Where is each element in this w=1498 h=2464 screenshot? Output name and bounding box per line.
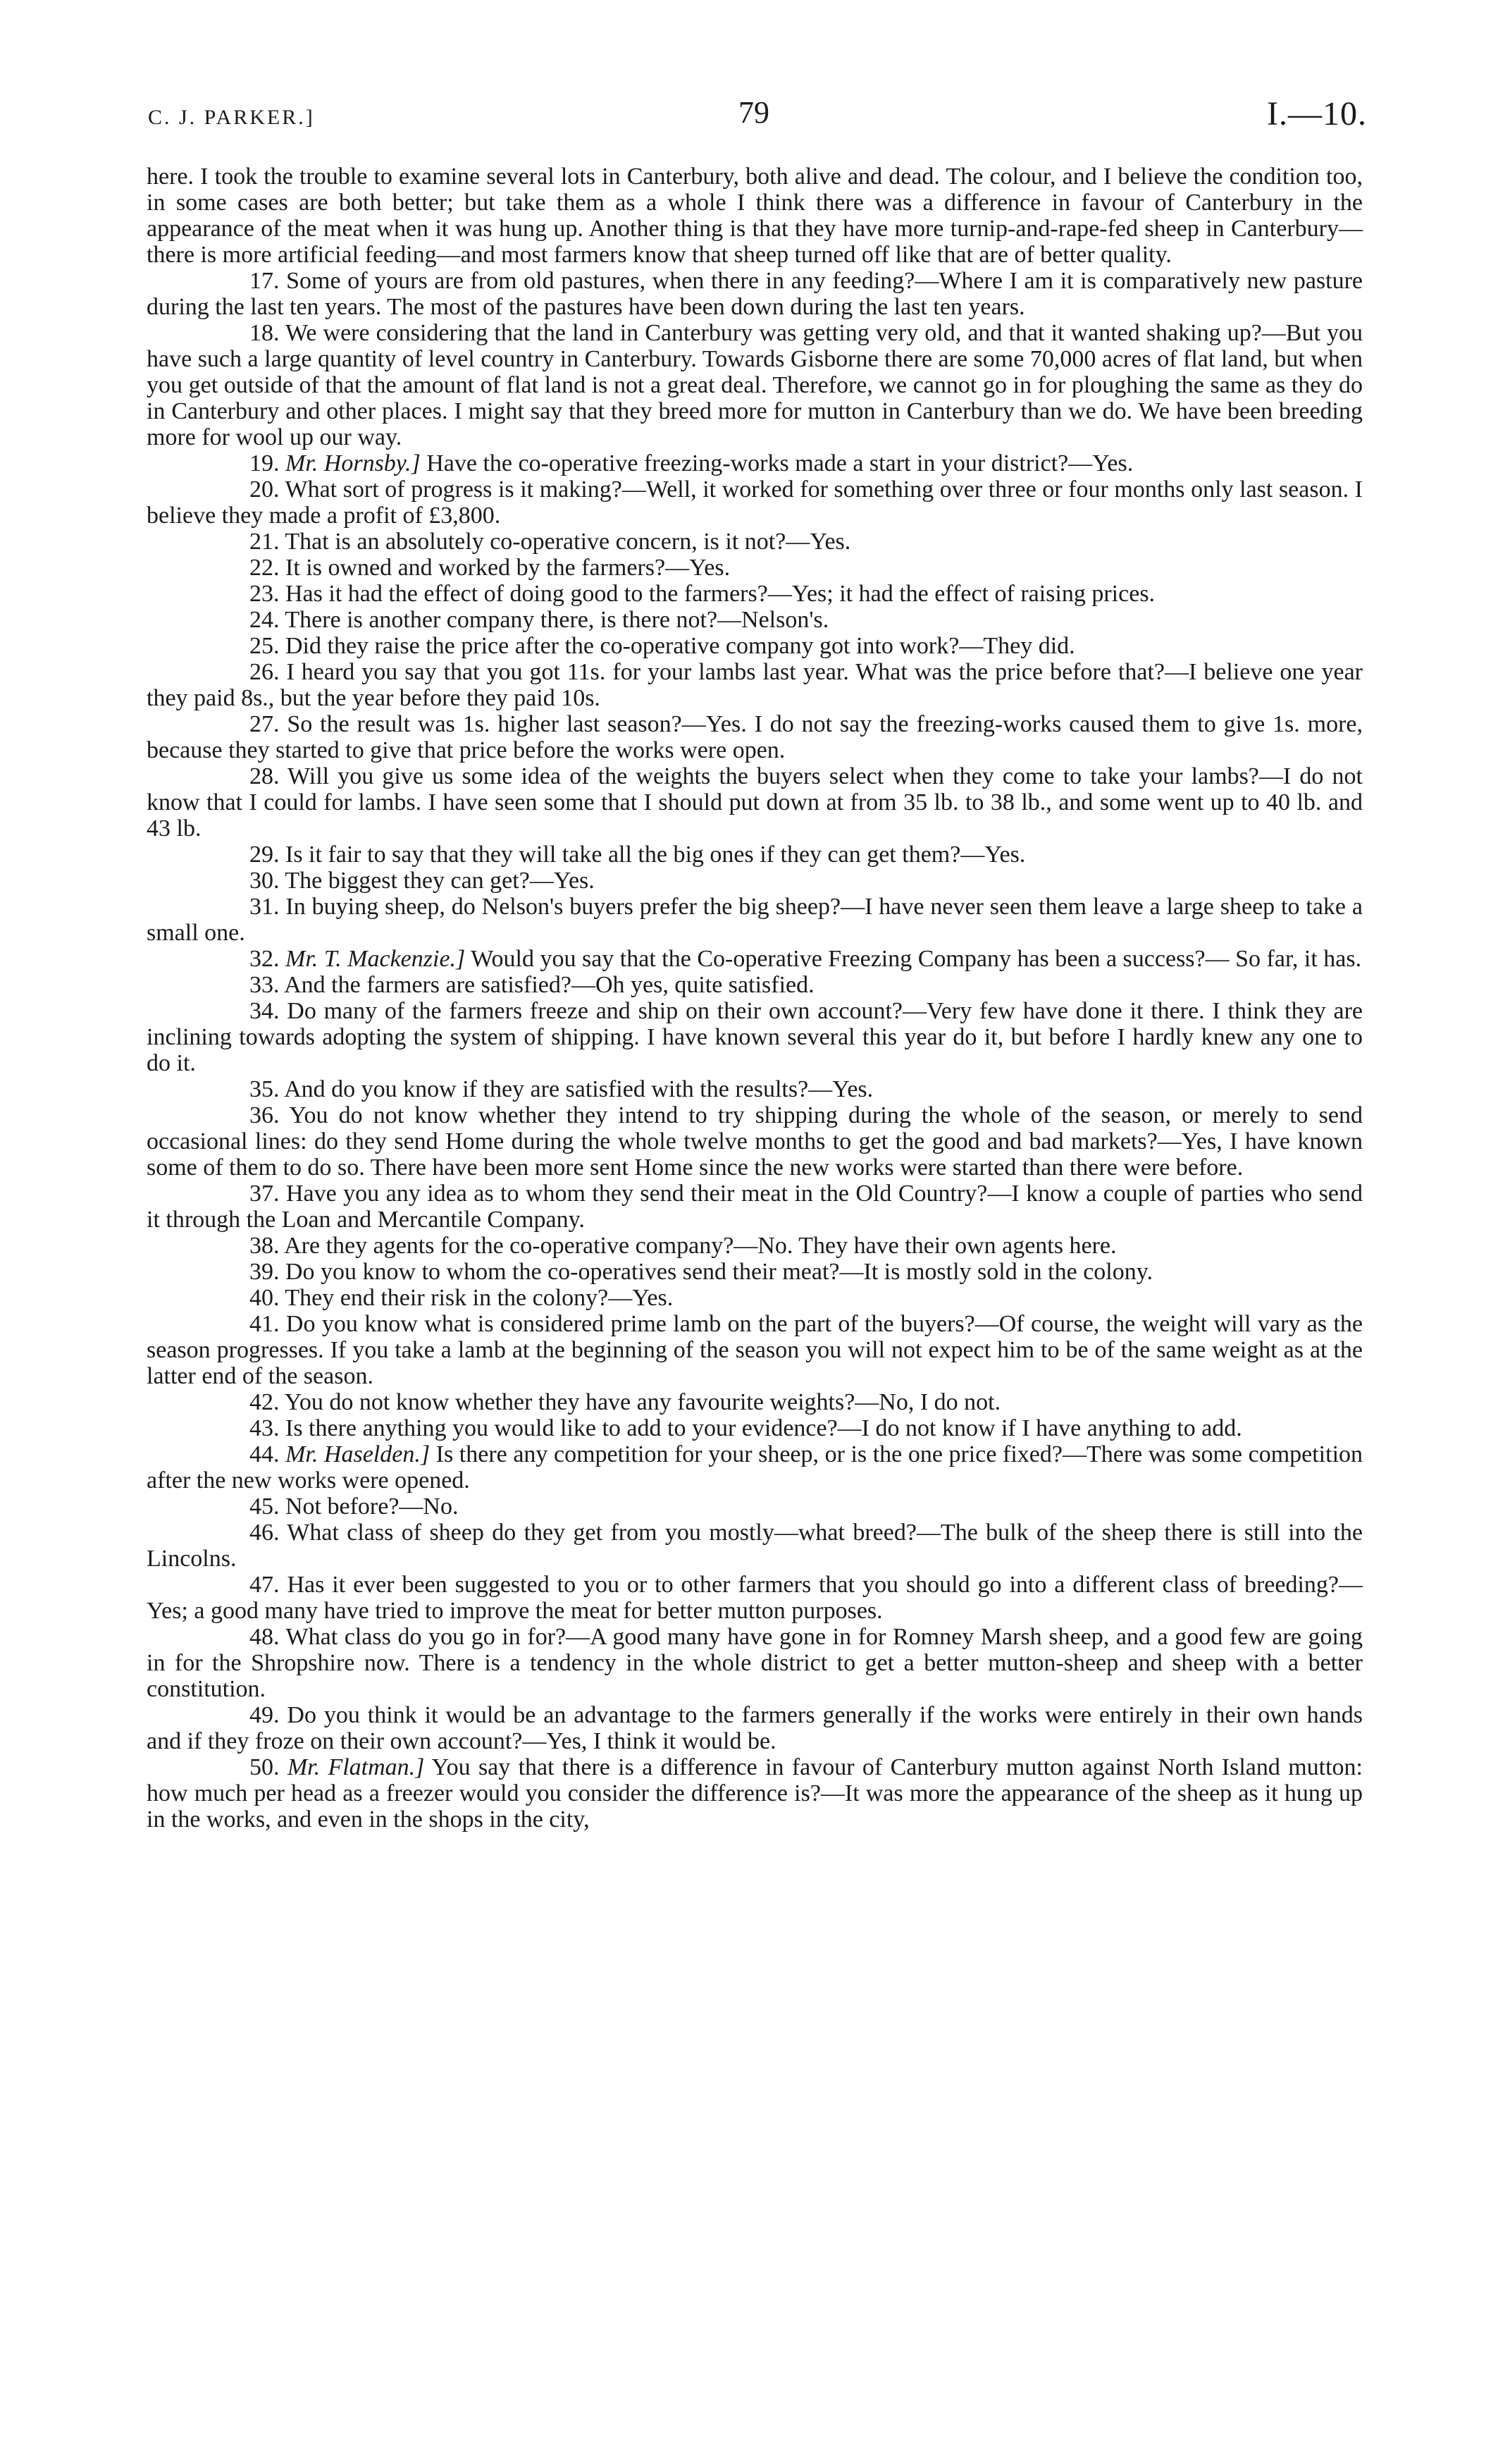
item-number: 40. — [249, 1285, 280, 1311]
evidence-item — [147, 946, 1363, 972]
item-text: It is owned and worked by the farmers?—Yes. — [285, 555, 731, 581]
item-number: 36. — [249, 1102, 280, 1128]
item-text: And do you know if they are satisfied with the results?—Yes. — [284, 1076, 874, 1102]
item-text: The biggest they can get?—Yes. — [285, 868, 595, 894]
intro-paragraph: here. I took the trouble to examine several lots in Canterbury, both alive and dead. The colour, and I believe the condition too, in some cases are both better; but take them as a whole I think there was a difference in favour of Canterbury in the appearance of the meat when it was hung up. Another thing is that they have more turnip-and-rape-fed sheep in Canterbury—there is more artificial feeding—and most farmers know that sheep turned off like that are of better quality. — [147, 164, 1363, 268]
item-number: 46. — [249, 1520, 280, 1546]
item-text: In buying sheep, do Nelson's buyers prefer the big sheep?—I have never seen them leave a large sheep to take a small one. — [147, 894, 1363, 946]
item-number: 28. — [249, 763, 280, 789]
evidence-item — [147, 1181, 1363, 1233]
evidence-item — [147, 1754, 1363, 1832]
item-text: So the result was 1s. higher last season?—Yes. I do not say the freezing-works caused them to give 1s. more, because they started to give that price before the works were open. — [147, 711, 1363, 763]
evidence-item — [147, 633, 1363, 659]
item-number: 27. — [249, 711, 280, 737]
item-number: 23. — [249, 581, 280, 607]
item-text: Do you think it would be an advantage to the farmers generally if the works were entirely in their own hands and if they froze on their own account?—Yes, I think it would be. — [147, 1702, 1363, 1754]
item-text: Has it ever been suggested to you or to other farmers that you should go into a different class of breeding?—Yes; a good many have tried to improve the meat for better mutton purposes. — [147, 1572, 1363, 1624]
item-text: Do you know what is considered prime lamb on the part of the buyers?—Of course, the weight will vary as the season progresses. If you take a lamb at the beginning of the season you will not expect him to be of the same weight as at the latter end of the season. — [147, 1311, 1363, 1389]
evidence-item — [147, 1702, 1363, 1754]
item-number: 20. — [249, 476, 280, 503]
evidence-item — [147, 1520, 1363, 1572]
item-text: Not before?—No. — [285, 1493, 459, 1520]
item-number: 48. — [249, 1624, 280, 1650]
item-text: What class of sheep do they get from you mostly—what breed?—The bulk of the sheep there is still into the Lincolns. — [147, 1520, 1363, 1572]
item-number: 29. — [249, 842, 280, 868]
evidence-item — [147, 476, 1363, 529]
item-text: That is an absolutely co-operative concern, is it not?—Yes. — [285, 529, 851, 555]
evidence-item — [147, 868, 1363, 894]
item-text: There is another company there, is there not?—Nelson's. — [285, 607, 829, 633]
speaker-name: Mr. Flatman.] — [287, 1754, 425, 1780]
evidence-item — [147, 1311, 1363, 1389]
evidence-item — [147, 1102, 1363, 1181]
page-header — [141, 85, 1367, 148]
evidence-item — [147, 972, 1363, 998]
item-text: Some of yours are from old pastures, when there in any feeding?—Where I am it is comparatively new pasture during the last ten years. The most of the pastures have been down during the last ten years. — [147, 268, 1363, 320]
item-number: 33. — [249, 972, 280, 998]
speaker-name: Mr. Hornsby.] — [285, 450, 421, 476]
speaker-name: Mr. T. Mackenzie.] — [285, 946, 466, 972]
item-text: Have you any idea as to whom they send their meat in the Old Country?—I know a couple of parties who send it through the Loan and Mercantile Company. — [147, 1181, 1363, 1233]
item-text: Would you say that the Co-operative Freezing Company has been a success?— So far, it has. — [471, 946, 1362, 972]
evidence-item — [147, 1233, 1363, 1259]
page-number: 79 — [738, 95, 769, 130]
item-number: 43. — [249, 1415, 280, 1441]
item-number: 42. — [249, 1389, 280, 1415]
item-text: Has it had the effect of doing good to the farmers?—Yes; it had the effect of raising prices. — [285, 581, 1156, 607]
item-text: They end their risk in the colony?—Yes. — [285, 1285, 674, 1311]
evidence-body — [147, 164, 1363, 1832]
evidence-item — [147, 1415, 1363, 1441]
evidence-item — [147, 1572, 1363, 1624]
item-number: 18. — [249, 320, 280, 346]
item-number: 19. — [249, 450, 280, 476]
item-number: 44. — [249, 1441, 280, 1467]
evidence-item — [147, 763, 1363, 842]
item-number: 26. — [249, 659, 280, 685]
evidence-item — [147, 555, 1363, 581]
item-number: 32. — [249, 946, 280, 972]
item-number: 17. — [249, 268, 280, 294]
witness-name: C. J. PARKER.] — [148, 106, 315, 129]
evidence-item — [147, 1285, 1363, 1311]
item-text: You do not know whether they intend to try shipping during the whole of the season, or merely to send occasional lines: do they send Home during the whole twelve months to get the good and bad markets?—Yes, I have known some of them to do so. There have been more sent Home since the new works were started than there were before. — [147, 1102, 1363, 1181]
item-text: What sort of progress is it making?—Well, it worked for something over three or four months only last season. I believe they made a profit of £3,800. — [147, 476, 1363, 529]
evidence-item — [147, 450, 1363, 476]
item-text: You do not know whether they have any favourite weights?—No, I do not. — [284, 1389, 1001, 1415]
item-text: And the farmers are satisfied?—Oh yes, quite satisfied. — [284, 972, 815, 998]
evidence-item — [147, 711, 1363, 763]
evidence-item — [147, 1259, 1363, 1285]
item-number: 50. — [249, 1754, 280, 1780]
item-number: 39. — [249, 1259, 280, 1285]
evidence-item — [147, 607, 1363, 633]
evidence-item — [147, 1076, 1363, 1102]
item-text: Have the co-operative freezing-works made a start in your district?—Yes. — [426, 450, 1134, 476]
evidence-item — [147, 1624, 1363, 1702]
item-text: Is it fair to say that they will take all the big ones if they can get them?—Yes. — [285, 842, 1026, 868]
item-number: 31. — [249, 894, 280, 920]
item-number: 41. — [249, 1311, 280, 1337]
item-number: 24. — [249, 607, 280, 633]
evidence-item — [147, 268, 1363, 320]
evidence-item — [147, 1493, 1363, 1520]
evidence-item — [147, 581, 1363, 607]
item-text: Is there anything you would like to add to your evidence?—I do not know if I have anything to add. — [285, 1415, 1242, 1441]
evidence-item — [147, 320, 1363, 450]
evidence-item — [147, 529, 1363, 555]
evidence-item — [147, 842, 1363, 868]
item-number: 45. — [249, 1493, 280, 1520]
evidence-item — [147, 1389, 1363, 1415]
item-text: What class do you go in for?—A good many have gone in for Romney Marsh sheep, and a good few are going in for the Shropshire now. There is a tendency in the whole district to get a better mutton-sheep and sheep with a better constitution. — [147, 1624, 1363, 1702]
item-number: 38. — [249, 1233, 280, 1259]
document-reference: I.—10. — [1267, 95, 1367, 133]
item-text: Will you give us some idea of the weights the buyers select when they come to take your lambs?—I do not know that I could for lambs. I have seen some that I should put down at from 35 lb. to 38 lb., and some went up to 40 lb. and 43 lb. — [147, 763, 1363, 842]
item-number: 37. — [249, 1181, 280, 1207]
item-text: Do many of the farmers freeze and ship on their own account?—Very few have done it there. I think they are inclining towards adopting the system of shipping. I have known several this year do it, but before I hardly knew any one to do it. — [147, 998, 1363, 1076]
item-number: 30. — [249, 868, 280, 894]
item-text: Do you know to whom the co-operatives send their meat?—It is mostly sold in the colony. — [285, 1259, 1153, 1285]
item-number: 47. — [249, 1572, 280, 1598]
item-number: 34. — [249, 998, 280, 1024]
item-number: 25. — [249, 633, 280, 659]
speaker-name: Mr. Haselden.] — [285, 1441, 431, 1467]
item-text: You say that there is a difference in favour of Canterbury mutton against North Island mutton: how much per head as a freezer would you consider the difference is?—It was more the appearance of the sheep as it hung up in the works, and even in the shops in the city, — [147, 1754, 1363, 1832]
item-number: 22. — [249, 555, 280, 581]
item-text: Did they raise the price after the co-operative company got into work?—They did. — [285, 633, 1075, 659]
evidence-item — [147, 894, 1363, 946]
item-text: We were considering that the land in Canterbury was getting very old, and that it wanted shaking up?—But you have such a large quantity of level country in Canterbury. Towards Gisborne there are some 70,000 acres of flat land, but when you get outside of that the amount of flat land is not a great deal. Therefore, we cannot go in for ploughing the same as they do in Canterbury and other places. I might say that they breed more for mutton in Canterbury than we do. We have been breeding more for wool up our way. — [147, 320, 1363, 450]
evidence-item — [147, 1441, 1363, 1493]
item-text: I heard you say that you got 11s. for your lambs last year. What was the price before that?—I believe one year they paid 8s., but the year before they paid 10s. — [147, 659, 1363, 711]
item-text: Is there any competition for your sheep, or is the one price fixed?—There was some competition after the new works were opened. — [147, 1441, 1363, 1493]
item-number: 49. — [249, 1702, 280, 1728]
item-number: 21. — [249, 529, 280, 555]
item-number: 35. — [249, 1076, 280, 1102]
evidence-item — [147, 659, 1363, 711]
evidence-item — [147, 998, 1363, 1076]
item-text: Are they agents for the co-operative company?—No. They have their own agents here. — [284, 1233, 1117, 1259]
